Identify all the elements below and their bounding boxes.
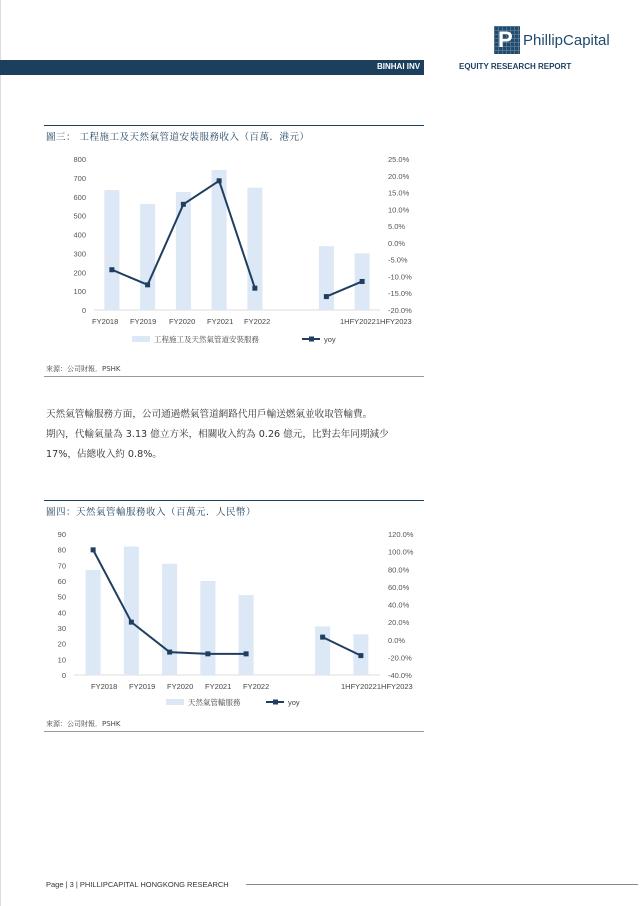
x-tick-label: FY2020 (169, 317, 196, 326)
x-tick-label: FY2022 (244, 317, 271, 326)
bar (104, 190, 119, 310)
legend-line-marker (309, 337, 314, 342)
y-tick-label: 400 (73, 230, 86, 240)
chart2-source: 來源：公司財報．PSHK (46, 720, 121, 728)
y-tick-label: 500 (73, 211, 86, 221)
y2-tick-label: -5.0% (388, 255, 408, 265)
bar (247, 188, 262, 310)
x-tick-label: FY2019 (130, 317, 157, 326)
yoy-point (360, 279, 365, 284)
yoy-point (320, 635, 325, 640)
y2-tick-label: -10.0% (388, 272, 412, 282)
y-tick-label: 90 (57, 530, 66, 539)
yoy-point (129, 620, 134, 625)
x-tick-label: FY2021 (207, 317, 234, 326)
legend-bar-label: 工程施工及天然氣管道安裝服務 (154, 335, 259, 344)
y-tick-label: 0 (61, 671, 66, 680)
paragraph-line: 期內，代輸氣量為 3.13 億立方米，相關收入約為 0.26 億元，比對去年同期減少 (46, 429, 389, 440)
yoy-point (167, 650, 172, 655)
y2-tick-label: 10.0% (388, 205, 410, 215)
x-tick-label: FY2019 (129, 682, 156, 691)
x-tick-label: FY2021 (205, 682, 232, 691)
footer-rule (246, 884, 638, 885)
y2-tick-label: 120.0% (388, 530, 414, 539)
y2-tick-label: 5.0% (388, 222, 406, 232)
logo-text: PhillipCapital (523, 31, 610, 49)
logo-mark-icon (494, 26, 520, 54)
yoy-point (145, 282, 150, 287)
y-tick-label: 80 (57, 545, 66, 555)
bar (200, 581, 215, 675)
y-tick-label: 40 (57, 608, 66, 618)
company-name: BINHAI INV (377, 62, 421, 71)
y-tick-label: 70 (57, 561, 66, 571)
bar (239, 595, 254, 675)
paragraph-line: 17%，佔總收入約 0.8%。 (46, 449, 162, 460)
x-tick-label: FY2018 (91, 682, 118, 691)
y2-tick-label: -15.0% (388, 289, 412, 299)
chart2-box (44, 500, 424, 732)
y2-tick-label: -40.0% (388, 671, 412, 680)
legend-bar-swatch (132, 336, 150, 342)
y2-tick-label: 100.0% (388, 547, 414, 557)
y-tick-label: 20 (57, 639, 66, 649)
y2-tick-label: 20.0% (388, 618, 410, 628)
yoy-point (109, 267, 114, 272)
logo-letter: P (498, 27, 513, 52)
y-tick-label: 200 (73, 268, 86, 278)
y-tick-label: 10 (57, 655, 66, 665)
yoy-point (217, 178, 222, 183)
x-tick-label: FY2018 (92, 317, 119, 326)
y2-tick-label: 25.0% (388, 155, 410, 164)
yoy-point (91, 547, 96, 552)
chart1-svg (44, 141, 424, 358)
y2-tick-label: 20.0% (388, 171, 410, 181)
chart2-svg (44, 516, 424, 713)
y-tick-label: 60 (57, 577, 66, 586)
y-tick-label: 700 (73, 173, 86, 183)
y2-tick-label: -20.0% (388, 306, 412, 315)
bar (319, 246, 334, 310)
y-tick-label: 300 (73, 249, 86, 259)
yoy-point (358, 653, 363, 658)
bar (162, 564, 177, 675)
yoy-point (244, 651, 249, 656)
chart1-title: 圖三： 工程施工及天然氣管道安裝服務收入（百萬．港元） (46, 132, 310, 143)
y2-tick-label: 0.0% (388, 635, 406, 645)
yoy-point (252, 286, 257, 291)
legend-line-marker (273, 700, 278, 705)
body-paragraph (46, 405, 426, 465)
y-tick-label: 30 (57, 624, 66, 633)
x-tick-label: 1HFY20221HFY2023 (340, 317, 412, 326)
legend-bar-swatch (166, 699, 184, 705)
legend-line-label: yoy (288, 698, 300, 707)
bar (176, 192, 191, 310)
bar (140, 204, 155, 310)
y2-tick-label: -20.0% (388, 653, 412, 663)
y2-tick-label: 40.0% (388, 600, 410, 610)
x-tick-label: FY2020 (167, 682, 194, 691)
chart1-source: 來源：公司財報．PSHK (46, 365, 121, 373)
paragraph-line: 天然氣管輸服務方面，公司通過燃氣管道網路代用戶輸送燃氣並收取管輸費。 (46, 409, 373, 420)
y2-tick-label: 60.0% (388, 582, 410, 592)
y-tick-label: 600 (73, 192, 86, 202)
y2-tick-label: 15.0% (388, 188, 410, 198)
yoy-point (205, 651, 210, 656)
y-tick-label: 800 (73, 155, 86, 164)
y2-tick-label: 80.0% (388, 565, 410, 575)
yoy-point (181, 202, 186, 207)
page-edge (0, 0, 1, 906)
y-tick-label: 50 (57, 592, 66, 602)
bar (212, 170, 227, 310)
y-tick-label: 100 (73, 287, 86, 297)
yoy-point (324, 294, 329, 299)
bar (315, 626, 330, 675)
chart1-box (44, 125, 424, 377)
header-bar (0, 60, 642, 75)
chart2-title: 圖四：天然氣管輸服務收入（百萬元．人民幣） (46, 507, 257, 518)
report-type: EQUITY RESEARCH REPORT (459, 62, 572, 71)
bar (86, 570, 101, 675)
phillipcapital-logo (494, 26, 610, 54)
legend-line-label: yoy (324, 335, 336, 344)
y-tick-label: 0 (81, 306, 86, 315)
x-tick-label: 1HFY20221HFY2023 (341, 682, 413, 691)
y2-tick-label: 0.0% (388, 238, 406, 248)
x-tick-label: FY2022 (243, 682, 270, 691)
page-footer: Page | 3 | PHILLIPCAPITAL HONGKONG RESEARCH (46, 880, 229, 889)
legend-bar-label: 天然氣管輸服務 (188, 698, 241, 707)
